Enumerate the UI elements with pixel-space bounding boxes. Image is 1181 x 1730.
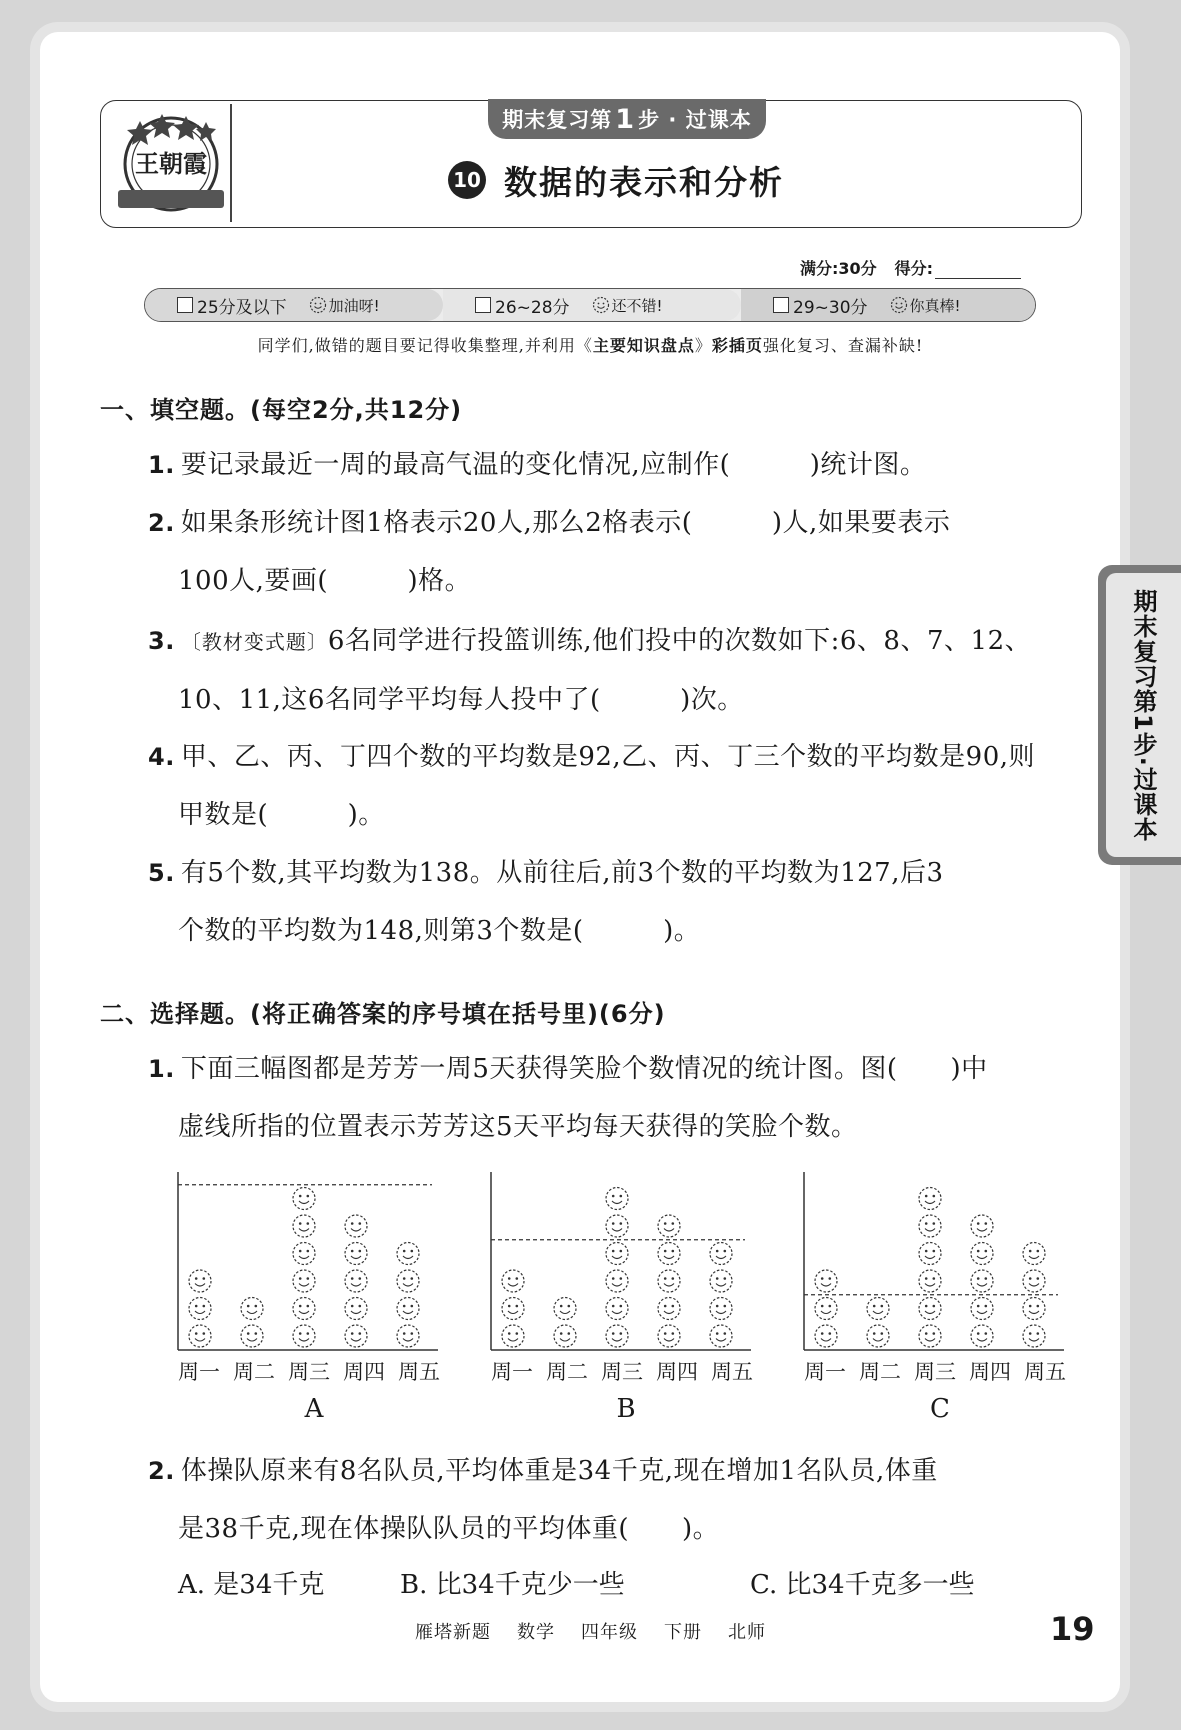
category-label: 周五 [1024,1360,1066,1384]
footer: 雁塔新题 数学 四年级 下册 北师 [415,1622,766,1643]
pictograph-chart-c [796,1168,1066,1358]
smiley-face-mark [971,1243,993,1265]
rating-bar [144,288,1036,322]
option-a[interactable]: A. 是34千克 [178,1570,325,1600]
chart-label-b: B [616,1394,636,1424]
smiley-face-mark [919,1188,941,1210]
rating-segment-high [741,289,1035,321]
score-blank[interactable] [935,262,1021,279]
category-label: 周三 [601,1360,643,1384]
smiley-face-mark [397,1243,419,1265]
smiley-face-mark [658,1270,680,1292]
smiley-face-mark [815,1298,837,1320]
rating-checkbox-low[interactable] [177,297,193,313]
section-fill-in-title: 一、填空题。(每空2分,共12分) [100,396,463,424]
category-label: 周三 [914,1360,956,1384]
category-label: 周二 [233,1360,275,1384]
step-tab [488,99,766,139]
smiley-face-mark [971,1215,993,1237]
smiley-face-mark [397,1325,419,1347]
rating-range-low: 25分及以下 [197,297,287,318]
pictograph-chart-b [483,1168,753,1358]
smiley-face-mark [502,1325,524,1347]
smiley-face-mark [606,1270,628,1292]
rating-range-mid: 26~28分 [495,297,570,318]
smiley-face-mark [554,1325,576,1347]
smiley-face-mark [658,1215,680,1237]
smiley-face-mark [815,1325,837,1347]
smiley-face-mark [658,1325,680,1347]
smiley-face-mark [1023,1298,1045,1320]
category-label: 周五 [398,1360,440,1384]
step-suffix: 步 · 过课本 [638,108,752,132]
header-divider [230,104,232,222]
smiley-face-mark [815,1270,837,1292]
smiley-face-mark [606,1188,628,1210]
category-label: 周五 [711,1360,753,1384]
smiley-face-mark [971,1298,993,1320]
chart-label-c: C [930,1394,950,1424]
smiley-face-mark [554,1298,576,1320]
smiley-face-mark [1023,1243,1045,1265]
smiley-face-mark [710,1298,732,1320]
chapter-title-text: 数据的表示和分析 [504,162,784,202]
step-prefix: 期末复习第 [502,108,613,132]
side-tab [1098,565,1181,865]
step-number: 1 [615,103,636,135]
textbook-variant-tag: 〔教材变式题〕 [180,630,328,654]
chart-category-labels [178,1356,440,1386]
smiley-face-mark [293,1270,315,1292]
chapter-number-badge: 10 [448,161,486,199]
smiley-face-mark [293,1243,315,1265]
smiley-face-mark [971,1270,993,1292]
section-choice-title: 二、选择题。(将正确答案的序号填在括号里)(6分) [100,1000,666,1028]
smiley-face-mark [293,1215,315,1237]
smiley-face-mark [345,1215,367,1237]
category-label: 周四 [969,1360,1011,1384]
smiley-face-mark [710,1243,732,1265]
smiley-face-mark [345,1298,367,1320]
smiley-face-mark [919,1243,941,1265]
chart-category-labels [804,1356,1066,1386]
smiley-face-mark [241,1298,263,1320]
question-1-1: 1. 要记录最近一周的最高气温的变化情况,应制作( )统计图。 [148,450,927,480]
category-label: 周一 [178,1360,220,1384]
rating-range-high: 29~30分 [793,297,868,318]
smiley-face-mark [658,1298,680,1320]
rating-cheer-mid: 还不错! [611,296,663,315]
question-1-4: 4. 甲、乙、丙、丁四个数的平均数是92,乙、丙、丁三个数的平均数是90,则 甲数是( )。 [148,742,1036,830]
option-b[interactable]: B. 比34千克少一些 [400,1570,625,1600]
smiley-icon [309,296,327,314]
option-c[interactable]: C. 比34千克多一些 [750,1570,975,1600]
smiley-face-mark [293,1298,315,1320]
brand-logo [112,106,230,220]
category-label: 周二 [859,1360,901,1384]
category-label: 周二 [546,1360,588,1384]
category-label: 周一 [804,1360,846,1384]
smiley-face-mark [971,1325,993,1347]
review-note: 同学们,做错的题目要记得收集整理,并利用《主要知识盘点》彩插页强化复习、查漏补缺! [257,336,924,355]
question-1-3: 3. 〔教材变式题〕6名同学进行投篮训练,他们投中的次数如下:6、8、7、12、 10、11,这6名同学平均每人投中了( )次。 [148,626,1032,715]
smiley-face-mark [345,1270,367,1292]
smiley-face-mark [867,1325,889,1347]
question-1-5: 5. 有5个数,其平均数为138。从前往后,前3个数的平均数为127,后3 个数的平均数为148,则第3个数是( )。 [148,858,944,946]
smiley-face-mark [397,1298,419,1320]
question-2-2: 2. 体操队原来有8名队员,平均体重是34千克,现在增加1名队员,体重 是38千克,现在体操队队员的平均体重( )。 [148,1456,938,1544]
smiley-face-mark [606,1325,628,1347]
smiley-face-mark [1023,1325,1045,1347]
smiley-face-mark [867,1298,889,1320]
smiley-face-mark [293,1188,315,1210]
category-label: 周四 [343,1360,385,1384]
got-score-label: 得分: [894,259,934,278]
chapter-title [448,156,784,204]
rating-segment-low [145,289,443,321]
full-score-label: 满分:30分 [800,259,877,278]
smiley-face-mark [606,1215,628,1237]
chart-label-a: A [304,1394,324,1424]
svg-text:王朝霞: 王朝霞 [135,149,207,178]
smiley-face-mark [189,1325,211,1347]
smiley-face-mark [710,1270,732,1292]
smiley-face-mark [606,1243,628,1265]
smiley-face-mark [658,1243,680,1265]
smiley-face-mark [502,1270,524,1292]
score-line [800,256,1021,279]
smiley-face-mark [345,1325,367,1347]
smiley-icon [592,296,610,314]
smiley-face-mark [1023,1270,1045,1292]
smiley-face-mark [606,1298,628,1320]
page-number: 19 [1050,1610,1095,1648]
category-label: 周四 [656,1360,698,1384]
rating-checkbox-mid[interactable] [475,297,491,313]
category-label: 周三 [288,1360,330,1384]
category-label: 周一 [491,1360,533,1384]
smiley-face-mark [919,1298,941,1320]
chart-category-labels [491,1356,753,1386]
smiley-face-mark [502,1298,524,1320]
question-1-2: 2. 如果条形统计图1格表示20人,那么2格表示( )人,如果要表示 100人,要画( )格。 [148,508,951,596]
smiley-face-mark [397,1270,419,1292]
smiley-face-mark [189,1270,211,1292]
smiley-face-mark [710,1325,732,1347]
question-2-1: 1. 下面三幅图都是芳芳一周5天获得笑脸个数情况的统计图。图( )中 虚线所指的位置表示芳芳这5天平均每天获得的笑脸个数。 [148,1054,988,1142]
rating-cheer-low: 加油呀! [328,296,380,315]
smiley-face-mark [919,1215,941,1237]
rating-checkbox-high[interactable] [773,297,789,313]
rating-segment-mid [443,289,741,321]
smiley-face-mark [919,1270,941,1292]
smiley-icon [890,296,908,314]
smiley-face-mark [345,1243,367,1265]
pictograph-chart-a [170,1168,440,1358]
smiley-face-mark [241,1325,263,1347]
smiley-face-mark [919,1325,941,1347]
smiley-face-mark [189,1298,211,1320]
side-tab-text: 期末复习第1步·过课本 [1129,588,1157,842]
smiley-face-mark [293,1325,315,1347]
rating-cheer-high: 你真棒! [909,296,961,315]
